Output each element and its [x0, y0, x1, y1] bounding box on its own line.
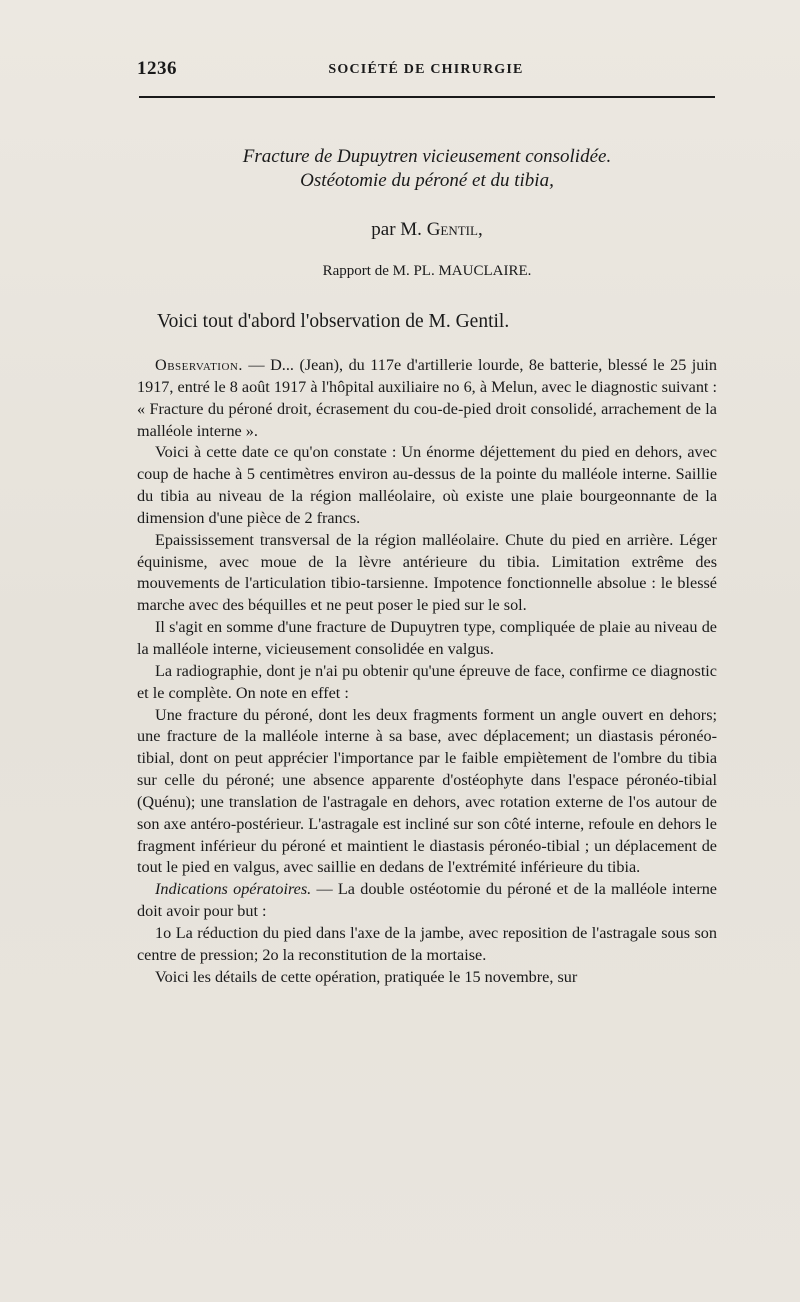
paragraph: Voici les détails de cette opération, pratiquée le 15 novembre, sur [155, 967, 578, 986]
page-header [137, 58, 715, 86]
paragraph: Il s'agit en somme d'une fracture de Dupuytren type, compliquée de plaie au niveau de la malléole interne, vicieusement consolidée en valgus. [137, 618, 717, 658]
paragraph: La radiographie, dont je n'ai pu obtenir qu'une épreuve de face, confirme ce diagnostic et le complète. On note en effet : [137, 661, 717, 702]
author-prefix: par M. [371, 219, 427, 240]
paragraph-indications [137, 879, 717, 923]
paragraph: Voici à cette date ce qu'on constate : Un énorme déjettement du pied en dehors, avec coup de hache à 5 centimètres environ au-dessus de la pointe du malléole interne. Saillie du tibia au niveau de la région malléolaire, où existe une plaie bourgeonnante de la dimension d'une pièce de 2 francs. [137, 443, 717, 527]
author-line [137, 218, 717, 242]
indications-text: — La double ostéotomie du péroné et de la malléole interne doit avoir pour but : [137, 880, 717, 921]
indications-label: Indications opératoires. [155, 880, 312, 899]
body-text [137, 355, 717, 988]
article-title-line-2: Ostéotomie du péroné et du tibia, [300, 170, 554, 191]
paragraph: Epaississement transversal de la région malléolaire. Chute du pied en arrière. Léger équinisme, avec moue de la lèvre antérieure du tibia. Limitation extrême des mouvements de l'articulation tibio-tarsienne. Impotence fonctionnelle absolue : le blessé marche avec des béquilles et ne peut poser le pied sur le sol. [137, 530, 717, 615]
author-suffix: , [477, 219, 483, 240]
article-title-line-1: Fracture de Dupuytren vicieusement consolidée. [242, 146, 612, 167]
rapport-line: Rapport de M. PL. MAUCLAIRE. [322, 263, 532, 279]
observation-label: Observation. [155, 356, 243, 374]
author-name: Gentil [426, 219, 478, 240]
running-title: SOCIÉTÉ DE CHIRURGIE [328, 62, 524, 77]
article-title-block [137, 145, 717, 281]
intro-line: Voici tout d'abord l'observation de M. Gentil. [157, 311, 510, 332]
paragraph: Une fracture du péroné, dont les deux fragments forment un angle ouvert en dehors; une fracture de la malléole interne à sa base, avec déplacement; un diastasis péronéo-tibial, dont on peut apprécier l'importance par le faible empiètement de l'ombre du tibia sur celle du péroné; une absence apparente d'ostéophyte dans l'espace péronéo-tibial (Quénu); une translation de l'astragale en dehors, avec rotation externe de l'os autour de son axe antéro-postérieur. L'astragale est incliné sur son côté interne, refoule en dehors le fragment inférieur du péroné et maintient le diastasis péronéo-tibial ; un déplacement de tout le pied en valgus, avec saillie en dedans de l'extrémité inférieure du tibia. [137, 705, 717, 877]
header-rule [139, 96, 715, 98]
page-number: 1236 [137, 58, 177, 79]
paragraph-observation [137, 355, 717, 442]
paragraph: 1o La réduction du pied dans l'axe de la jambe, avec reposition de l'astragale sous son centre de pression; 2o la reconstitution de la mortaise. [137, 923, 717, 964]
observation-text: — D... (Jean), du 117e d'artillerie lourde, 8e batterie, blessé le 25 juin 1917, entré le 8 août 1917 à l'hôpital auxiliaire no 6, à Melun, avec le diagnostic suivant : « Fracture du péroné droit, écrasement du cou-de-pied droit consolidé, arrachement de la malléole interne ». [137, 356, 717, 440]
